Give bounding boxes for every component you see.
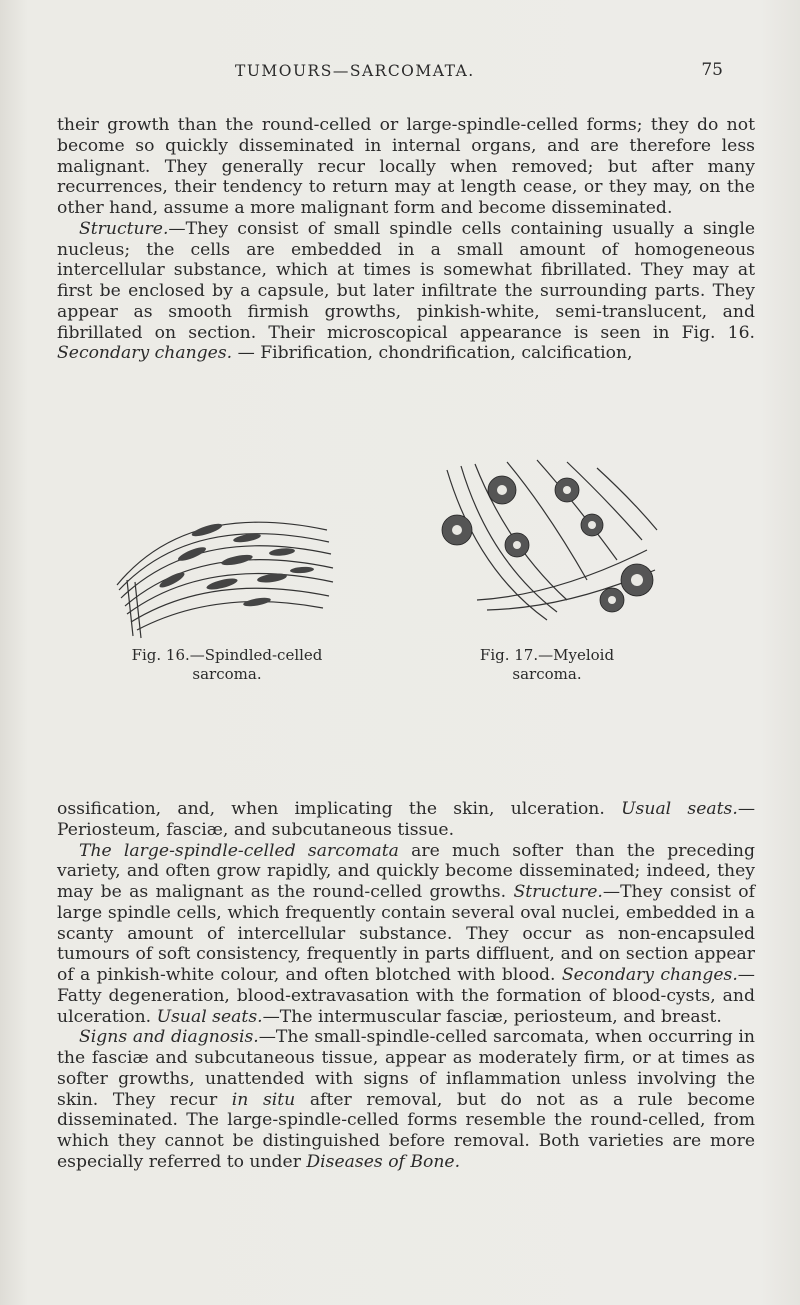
- paragraph-signs-diagnosis: Signs and diagnosis.—The small-spindle-celled sarcomata, when occurring in the fasciæ and subcutaneous tissue, appear as moderately firm, or at times as softer growths, unattended with signs of inflammation unless involving the skin. They recur in situ after removal, but do not as a rule become disseminated. The large-spindle-celled forms resemble the round-celled, from which they cannot be distinguished before removal. Both varieties are more especially referred to under Diseases of Bone.: [57, 1027, 756, 1172]
- usual-seats-heading-2: Usual seats.: [156, 1006, 263, 1027]
- structure-heading: Structure.: [79, 218, 169, 239]
- large-spindle-heading: The large-spindle-celled sarcomata: [79, 840, 399, 861]
- figure-16: [97, 490, 357, 684]
- signs-diagnosis-heading: Signs and diagnosis.: [79, 1027, 259, 1048]
- paragraph-structure: Structure.—They consist of small spindle cells containing usually a single nucleus; the cells are embedded in a small amount of homogeneous intercellular substance, which at times is somewhat fibrillated. They may at first be enclosed by a capsule, but later infiltrate the surrounding parts. They appear as smooth firmish growths, pinkish-white, semi-translucent, and fibrillated on section. Their microscopical appearance is seen in Fig. 16. Secondary changes. — Fibrification, chondrification, calcification,: [57, 218, 755, 364]
- paragraph-continuation: their growth than the round-celled or large-spindle-celled forms; they do not become so quickly disseminated in internal organs, and are therefore less malignant. They generally recur locally when removed; but after many recurrences, their tendency to return may at length cease, or they may, on the other hand, assume a more malignant form and become disseminated.: [57, 115, 755, 218]
- in-situ-term: in situ: [231, 1089, 296, 1110]
- figures-row: [57, 450, 755, 790]
- running-head: TUMOURS—SARCOMATA.: [235, 62, 475, 80]
- structure-heading-2: Structure.: [513, 882, 603, 902]
- spindle-cell-illustration: [97, 490, 357, 640]
- page-number: 75: [701, 60, 723, 80]
- myeloid-cell-illustration: [417, 450, 677, 640]
- paragraph-ossification: ossification, and, when implicating the skin, ulceration. Usual seats.—Periosteum, fasciæ, and subcutaneous tissue.: [57, 799, 756, 840]
- text-block-bottom: [57, 799, 755, 1173]
- figure-17-caption: Fig. 17.—Myeloid sarcoma.: [479, 646, 615, 683]
- figure-17: [417, 450, 677, 684]
- secondary-changes-heading-2: Secondary changes.: [561, 965, 738, 985]
- cross-reference: Diseases of Bone.: [306, 1151, 461, 1172]
- secondary-changes-heading: Secondary changes.: [57, 343, 233, 364]
- page-header: [0, 62, 800, 88]
- usual-seats-heading: Usual seats.: [621, 799, 738, 819]
- figure-16-caption: Fig. 16.—Spindled-celled sarcoma.: [131, 646, 323, 683]
- text-block-top: [57, 115, 755, 364]
- paragraph-large-spindle: The large-spindle-celled sarcomata are much softer than the preceding variety, and often grow rapidly, and quickly become disseminated; indeed, they may be as malignant as the round-celled growths. Structure.—They consist of large spindle cells, which frequently contain several oval nuclei, embedded in a scanty amount of intercellular substance. They occur as non-encapsuled tumours of soft consistency, frequently in parts diffluent, and on section appear of a pinkish-white colour, and often blotched with blood. Secondary changes.—Fatty degeneration, blood-extravasation with the formation of blood-cysts, and ulceration. Usual seats.—The intermuscular fasciæ, periosteum, and breast.: [57, 840, 756, 1027]
